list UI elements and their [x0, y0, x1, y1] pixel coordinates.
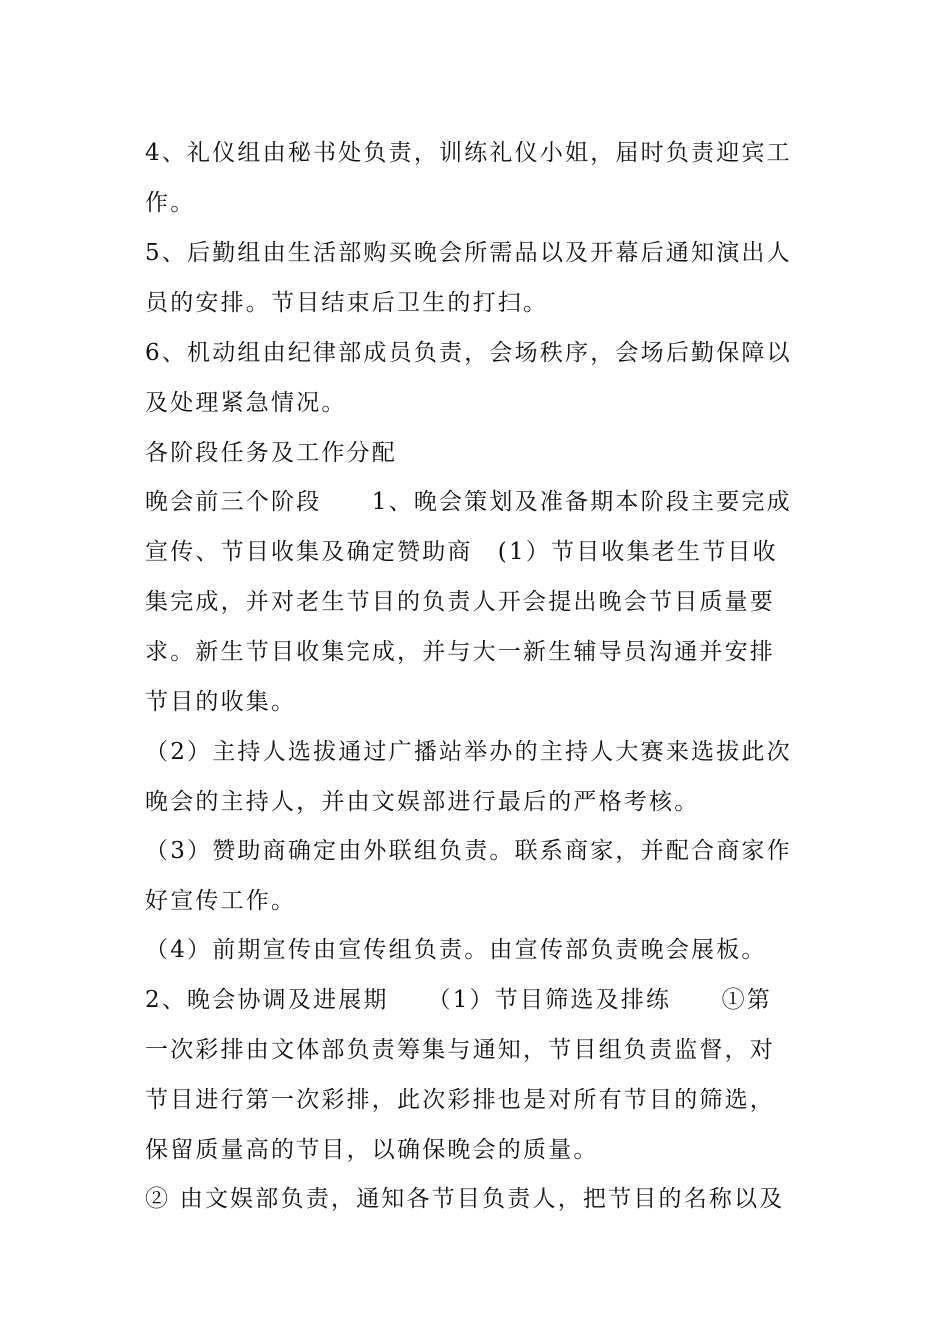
section-heading: [145, 428, 810, 478]
text-line: 好宣传工作。: [145, 888, 297, 914]
text-line: 5、后勤组由生活部购买晚会所需品以及开幕后通知演出人: [145, 240, 792, 266]
text-line: 节目进行第一次彩排，此次彩排也是对所有节目的筛选，: [145, 1087, 775, 1113]
text-line: 2、晚会协调及进展期 （1）节目筛选及排练 ①第: [145, 987, 772, 1013]
paragraph-sponsor: [145, 826, 810, 926]
paragraph-etiquette-group: [145, 128, 810, 228]
text-line: 求。新生节目收集完成，并与大一新生辅导员沟通并安排: [145, 639, 775, 665]
text-line: 各阶段任务及工作分配: [145, 440, 397, 466]
text-line: 晚会的主持人，并由文娱部进行最后的严格考核。: [145, 789, 700, 815]
text-line: ② 由文娱部负责，通知各节目负责人，把节目的名称以及: [145, 1186, 785, 1212]
text-line: 晚会前三个阶段 1、晚会策划及准备期本阶段主要完成: [145, 489, 792, 515]
text-line: （4）前期宣传由宣传组负责。由宣传部负责晚会展板。: [145, 937, 767, 963]
text-line: 节目的收集。: [145, 689, 297, 715]
text-line: 一次彩排由文体部负责筹集与通知，节目组负责监督，对: [145, 1037, 775, 1063]
text-line: 保留质量高的节目，以确保晚会的质量。: [145, 1137, 599, 1163]
paragraph-notify-leads: [145, 1174, 810, 1224]
text-line: （3）赞助商确定由外联组负责。联系商家，并配合商家作: [145, 838, 792, 864]
text-line: （2）主持人选拔通过广播站举办的主持人大赛来选拔此次: [145, 739, 792, 765]
paragraph-logistics-group: [145, 228, 810, 328]
paragraph-pre-event-stages: [145, 477, 810, 727]
text-line: 员的安排。节目结束后卫生的打扫。: [145, 290, 549, 316]
paragraph-mobile-group: [145, 328, 810, 428]
text-line: 4、礼仪组由秘书处负责，训练礼仪小姐，届时负责迎宾工: [145, 140, 792, 166]
paragraph-host-selection: [145, 727, 810, 827]
paragraph-coordination-stage: [145, 975, 810, 1175]
text-line: 6、机动组由纪律部成员负责，会场秩序，会场后勤保障以: [145, 340, 792, 366]
text-line: 集完成，并对老生节目的负责人开会提出晚会节目质量要: [145, 589, 775, 615]
text-line: 宣传、节目收集及确定赞助商 (1）节目收集老生节目收: [145, 539, 778, 565]
paragraph-publicity: [145, 925, 810, 975]
text-line: 作。: [145, 190, 196, 216]
text-line: 及处理紧急情况。: [145, 390, 347, 416]
